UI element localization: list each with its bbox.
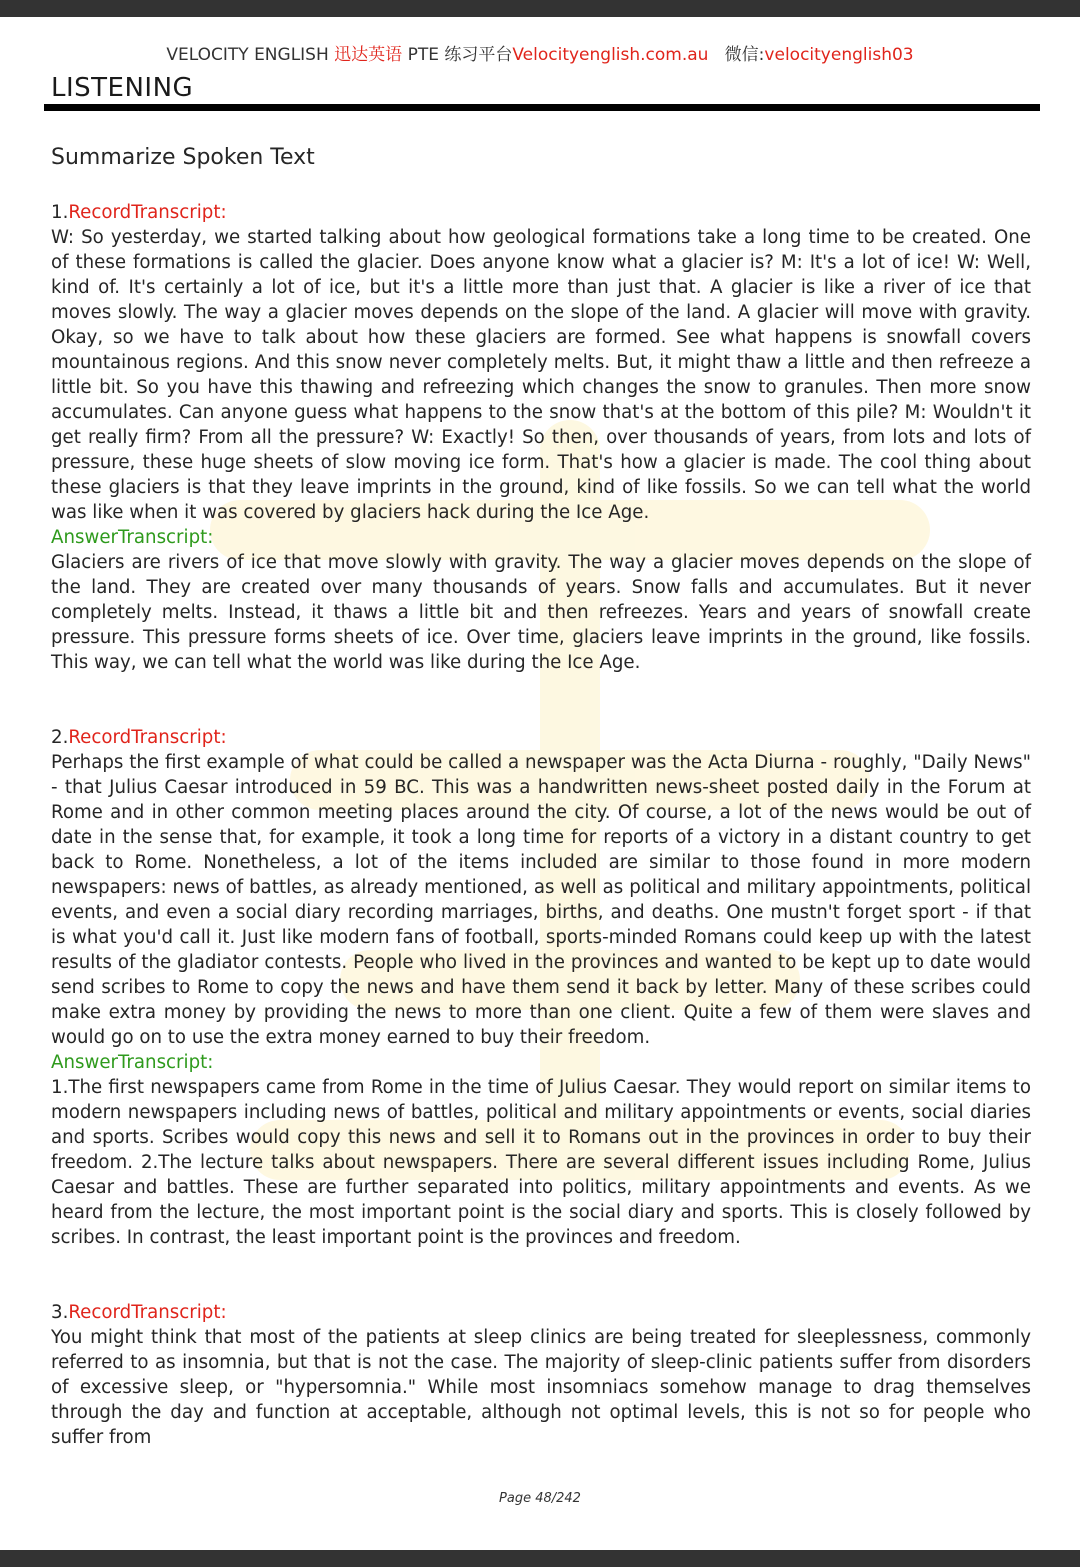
answer-transcript-label: AnswerTranscript: xyxy=(51,1052,214,1073)
bottom-bar xyxy=(0,1550,1080,1567)
item-number: 2. xyxy=(51,727,69,748)
question-item-2 xyxy=(51,725,1031,1250)
record-transcript-text: You might think that most of the patients at sleep clinics are being treated for sleeplessness, commonly referred to as insomnia, but that is not the case. The majority of sleep-clinic patients suffer from disorders of excessive sleep, or "hypersomnia." While most insomniacs somehow manage to drag themselves through the day and function at acceptable, although not optimal levels, this is not so for people who suffer from xyxy=(51,1327,1031,1448)
header-brand-chinese: 迅达英语 xyxy=(334,45,403,65)
header-platform: PTE 练习平台 xyxy=(402,45,513,65)
header-brand: VELOCITY ENGLISH xyxy=(166,45,335,65)
page-subtitle: Summarize Spoken Text xyxy=(51,145,315,170)
item-number: 1. xyxy=(51,202,69,223)
record-transcript-label: RecordTranscript: xyxy=(68,202,227,223)
answer-transcript-text: Glaciers are rivers of ice that move slowly with gravity. The way a glacier moves depends on the slope of the land. They are created over many thousands of years. Snow falls and accumulates. But it never completely melts. Instead, it thaws a little bit and then refreezes. Years and years of snowfall create pressure. This pressure forms sheets of ice. Over time, glaciers leave imprints in the ground, like fossils. This way, we can tell what the world was like during the Ice Age. xyxy=(51,552,1031,673)
page-number: Page 48/242 xyxy=(499,1491,581,1506)
header-wechat-label: 微信: xyxy=(708,45,765,65)
record-transcript-text: W: So yesterday, we started talking about how geological formations take a long time to be created. One of these formations is called the glacier. Does anyone know what a glacier is? M: It's a lot of ice! W: Well, kind of. It's certainly a lot of ice, but it's a little more than just that. A glacier is like a river of ice that moves slowly. The way a glacier moves depends on the slope of the land. A glacier will move with gravity. Okay, so we have to talk about how these glaciers are formed. See what happens is snowfall covers mountainous regions. And this snow never completely melts. But, it might thaw a little and then refreeze a little bit. So you have this thawing and refreezing which changes the snow to granules. Then more snow accumulates. Can anyone guess what happens to the snow that's at the bottom of this pile? M: Wouldn't it get really firm? From all the pressure? W: Exactly! So then, over thousands of years, from lots and lots of pressure, these huge sheets of slow moving ice form. That's how a glacier is made. The cool thing about these glaciers is that they leave imprints in the ground, kind of like fossils. So we can tell what the world was like when it was covered by glaciers hack during the Ice Age. xyxy=(51,227,1031,523)
header-website: Velocityenglish.com.au xyxy=(512,45,709,65)
content-body xyxy=(51,200,1031,1450)
item-number: 3. xyxy=(51,1302,69,1323)
record-transcript-text: Perhaps the first example of what could be called a newspaper was the Acta Diurna - roughly, "Daily News" - that Julius Caesar introduced in 59 BC. This was a handwritten news-sheet posted daily in the Forum at Rome and in other common meeting places around the city. Of course, a lot of the news would be out of date in the sense that, for example, it took a long time for reports of a victory in a distant country to get back to Rome. Nonetheless, a lot of the items included are similar to those found in more modern newspapers: news of battles, as already mentioned, as well as political and military appointments, political events, and even a social diary recording marriages, births, and deaths. One mustn't forget sport - if that is what you'd call it. Just like modern fans of football, sports-minded Romans could keep up with the latest results of the gladiator contests. People who lived in the provinces and wanted to be kept up to date would send scribes to Rome to copy the news and have them send it back by letter. Many of these scribes could make extra money by providing the news to more than one client. Quite a few of them were slaves and would go on to use the extra money earned to buy their freedom. xyxy=(51,752,1031,1048)
section-title: LISTENING xyxy=(51,73,194,103)
record-transcript-label: RecordTranscript: xyxy=(68,1302,227,1323)
header-wechat-id: velocityenglish03 xyxy=(764,45,914,65)
record-transcript-label: RecordTranscript: xyxy=(68,727,227,748)
top-bar xyxy=(0,0,1080,17)
title-divider xyxy=(44,104,1040,111)
question-item-3 xyxy=(51,1300,1031,1450)
answer-transcript-label: AnswerTranscript: xyxy=(51,527,214,548)
question-item-1 xyxy=(51,200,1031,675)
answer-transcript-text: 1.The first newspapers came from Rome in the time of Julius Caesar. They would report on similar items to modern newspapers including news of battles, political and military appointments or events, social diaries and sports. Scribes would copy this news and sell it to Romans out in the provinces in order to buy their freedom. 2.The lecture talks about newspapers. There are several different issues including Rome, Julius Caesar and battles. These are further separated into politics, military appointments and events. As we heard from the lecture, the most important point is the social diary and sports. This is closely followed by scribes. In contrast, the least important point is the provinces and freedom. xyxy=(51,1077,1031,1248)
document-header xyxy=(0,42,1080,68)
